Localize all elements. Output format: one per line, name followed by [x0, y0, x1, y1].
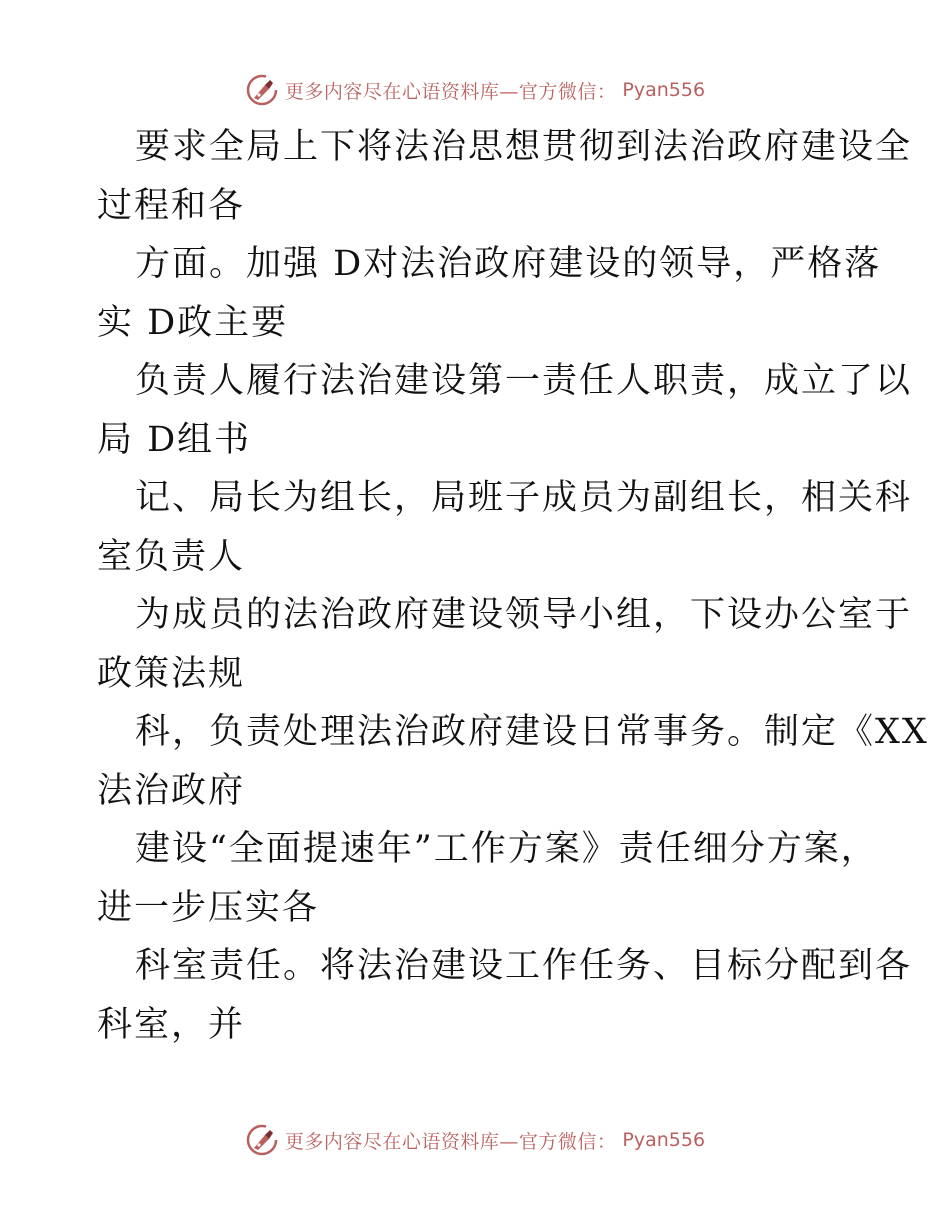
paragraph-line: 要求全局上下将法治思想贯彻到法治政府建设全: [135, 127, 913, 167]
pen-nib-logo-icon: [245, 1123, 279, 1157]
pen-nib-logo-icon: [245, 73, 279, 107]
paragraph-line: 实 D政主要: [97, 302, 289, 343]
paragraph-line: 建设“全面提速年”工作方案》责任细分方案，: [135, 829, 878, 869]
footer-banner-text: 更多内容尽在心语资料库—官方微信：: [284, 1130, 617, 1153]
paragraph-line: 进一步压实各: [97, 887, 320, 928]
footer-banner-account: Pyan556: [622, 1129, 706, 1151]
paragraph-line: 过程和各: [97, 185, 246, 226]
paragraph-line: 科，负责处理法治政府建设日常事务。制定《XX: [135, 712, 929, 752]
paragraph-line: 为成员的法治政府建设领导小组，下设办公室于: [135, 595, 913, 635]
paragraph-line: 方面。加强 D对法治政府建设的领导，严格落: [135, 244, 882, 284]
paragraph-line: 政策法规: [97, 653, 246, 694]
document-body: [97, 118, 929, 1054]
header-banner-text: 更多内容尽在心语资料库—官方微信：: [284, 80, 617, 103]
paragraph-line: 负责人履行法治建设第一责任人职责，成立了以: [135, 361, 913, 401]
header-banner-account: Pyan556: [622, 79, 706, 101]
paragraph-line: 室负责人: [97, 536, 246, 577]
paragraph-line: 局 D组书: [97, 419, 252, 460]
header-banner: [0, 72, 950, 108]
paragraph-line: 科室，并: [97, 1004, 246, 1045]
paragraph-line: 法治政府: [97, 770, 246, 811]
footer-banner: [0, 1122, 950, 1158]
paragraph-line: 科室责任。将法治建设工作任务、目标分配到各: [135, 946, 913, 986]
paragraph-line: 记、局长为组长，局班子成员为副组长，相关科: [135, 478, 913, 518]
